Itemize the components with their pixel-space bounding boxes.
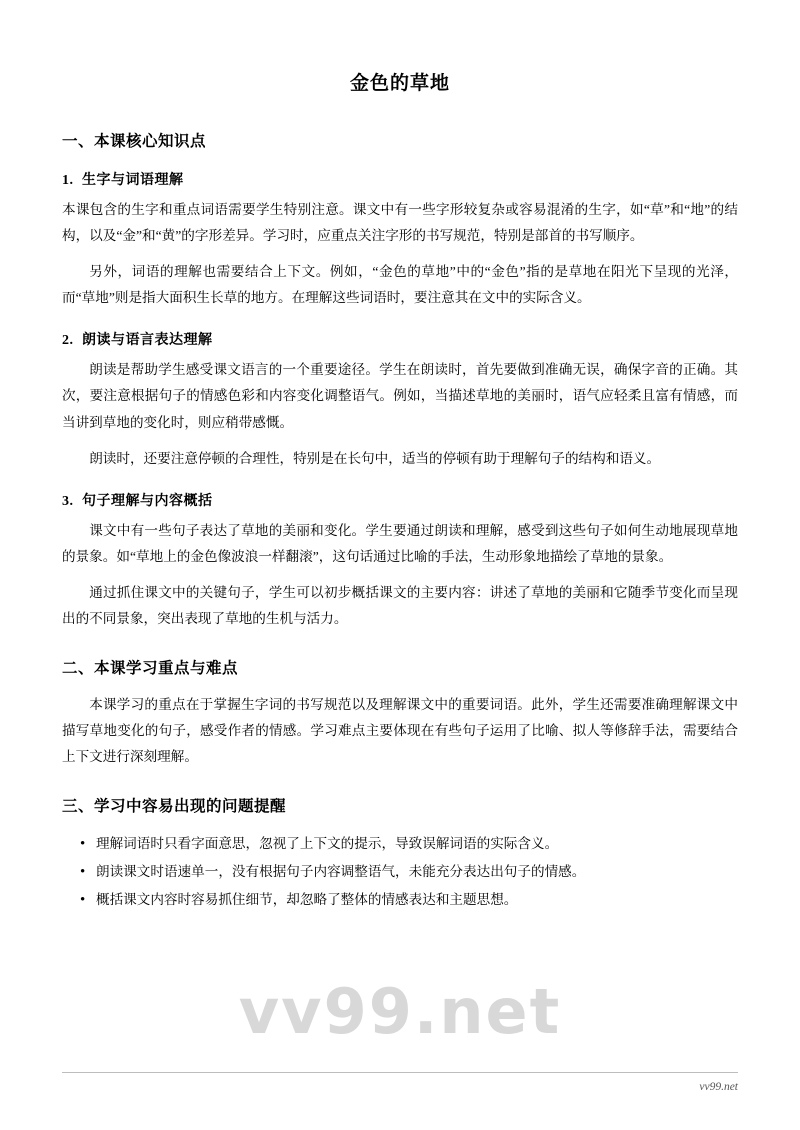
subsection-number: 2. <box>62 333 74 349</box>
footer-label: vv99.net <box>699 1081 738 1093</box>
section-heading-3: 三、学习中容易出现的问题提醒 <box>62 798 287 816</box>
section-heading-2: 二、本课学习重点与难点 <box>62 660 239 678</box>
subsection-title: 句子理解与内容概括 <box>82 493 213 509</box>
list-item: • 朗读课文时语速单一，没有根据句子内容调整语气，未能充分表达出句子的情感。 <box>80 858 738 886</box>
subsection-number: 1. <box>62 173 74 188</box>
list-item: • 理解词语时只看字面意思，忽视了上下文的提示，导致误解词语的实际含义。 <box>80 830 738 858</box>
subsection-title: 朗读与语言表达理解 <box>82 333 213 349</box>
subsection-heading-1-3 <box>62 490 738 510</box>
document-content <box>62 68 738 914</box>
subsection-number: 3. <box>62 493 74 509</box>
subsection-heading-1-1 <box>62 169 738 189</box>
subsection-heading-1-2 <box>62 329 738 349</box>
paragraph: 通过抓住课文中的关键句子，学生可以初步概括课文的主要内容：讲述了草地的美丽和它随季节变化而呈现出的不同景象，突出表现了草地的生机与活力。 <box>62 584 738 627</box>
footer-divider <box>62 1072 738 1073</box>
problem-list <box>62 830 738 914</box>
paragraph: 另外，词语的理解也需要结合上下文。例如，“金色的草地”中的“金色”指的是草地在阳光下呈现的光泽，而“草地”则是指大面积生长草的地方。在理解这些词语时，要注意其在文中的实际含义。 <box>62 264 738 306</box>
paragraph: 朗读是帮助学生感受课文语言的一个重要途径。学生在朗读时，首先要做到准确无误，确保字音的正确。其次，要注意根据句子的情感色彩和内容变化调整语气。例如，当描述草地的美丽时，语气应轻柔且富有情感，而当讲到草地的变化时，则应稍带感慨。 <box>62 362 738 430</box>
watermark: vv99.net <box>238 975 562 1048</box>
subsection-title: 生字与词语理解 <box>82 173 184 188</box>
section-heading-1: 一、本课核心知识点 <box>62 133 207 150</box>
page-title: 金色的草地 <box>349 73 450 94</box>
paragraph: 课文中有一些句子表达了草地的美丽和变化。学生要通过朗读和理解，感受到这些句子如何生动地展现草地的景象。如“草地上的金色像波浪一样翻滚”，这句话通过比喻的手法，生动形象地描绘了草地的景象。 <box>62 522 738 564</box>
paragraph: 本课包含的生字和重点词语需要学生特别注意。课文中有一些字形较复杂或容易混淆的生字，如“草”和“地”的结构，以及“金”和“黄”的字形差异。学习时，应重点关注字形的书写规范，特别是部首的书写顺序。 <box>62 202 738 244</box>
paragraph: 朗读时，还要注意停顿的合理性，特别是在长句中，适当的停顿有助于理解句子的结构和语义。 <box>89 450 661 466</box>
paragraph: 本课学习的重点在于掌握生字词的书写规范以及理解课文中的重要词语。此外，学生还需要准确理解课文中描写草地变化的句子，感受作者的情感。学习难点主要体现在有些句子运用了比喻、拟人等修辞手法，需要结合上下文进行深刻理解。 <box>62 697 738 765</box>
list-item: • 概括课文内容时容易抓住细节，却忽略了整体的情感表达和主题思想。 <box>80 886 738 914</box>
